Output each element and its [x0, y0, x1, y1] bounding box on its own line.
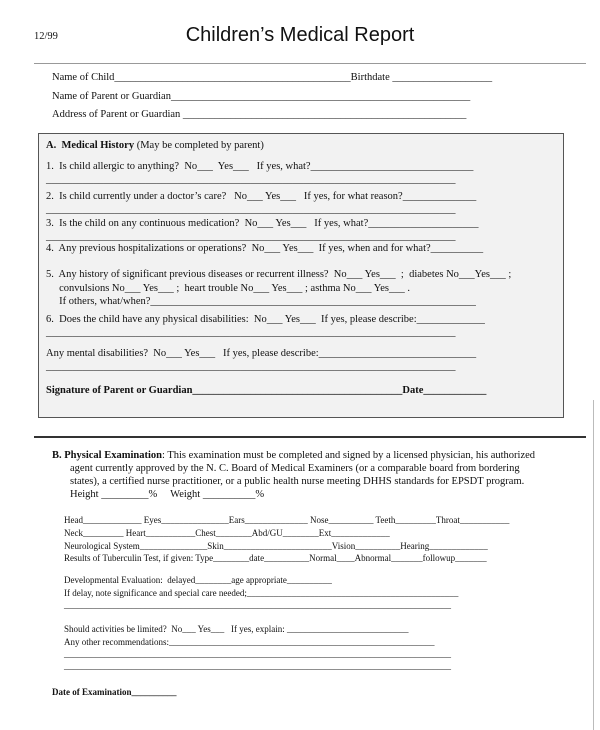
recommendations-line-2[interactable]: ______________________________________________________________________________________	[64, 649, 451, 659]
allergy-continuation-line[interactable]: ______________________________________________________________________________	[46, 174, 456, 185]
recommendations-field[interactable]: Any other recommendations:___________________________________________________________	[64, 637, 435, 647]
allergy-question[interactable]: 1. Is child allergic to anything? No___ Yes___ If yes, what?_______________________________	[46, 161, 474, 172]
doctor-care-question[interactable]: 2. Is child currently under a doctor’s care? No___ Yes___ If yes, for what reason?______________	[46, 191, 477, 202]
exam-date-field[interactable]	[52, 687, 177, 697]
section-b-title: B. Physical Examination	[52, 450, 162, 461]
section-a-title: A. Medical History	[46, 140, 135, 151]
medication-question[interactable]: 3. Is the child on any continuous medication? No___ Yes___ If yes, what?_____________________	[46, 218, 479, 229]
page-edge	[593, 400, 594, 730]
physical-disability-continuation-line[interactable]: ______________________________________________________________________________	[46, 327, 456, 338]
exam-row-neuro[interactable]: Neurological System_______________Skin________________________Vision__________Hearing_____________	[64, 541, 488, 551]
parent-signature-field[interactable]: Signature of Parent or Guardian________________________________________Date____________	[46, 385, 487, 396]
disease-history-conditions[interactable]: convulsions No___ Yes___ ; heart trouble No___ Yes___ ; asthma No___ Yes___ .	[46, 283, 411, 294]
section-divider	[34, 436, 586, 438]
height-weight-field[interactable]: Height _________% Weight __________%	[70, 489, 265, 500]
parent-address-field[interactable]: Address of Parent or Guardian ______________________________________________________	[52, 109, 467, 120]
physical-disability-question[interactable]: 6. Does the child have any physical disabilities: No___ Yes___ If yes, please describe:_____________	[46, 314, 485, 325]
exam-row-head[interactable]: Head_____________ Eyes_______________Ears______________ Nose__________ Teeth_________Throat___________	[64, 515, 510, 525]
section-a-heading	[46, 140, 264, 151]
mental-disability-question[interactable]: Any mental disabilities? No___ Yes___ If yes, please describe:______________________________	[46, 348, 477, 359]
tuberculin-test-row[interactable]: Results of Tuberculin Test, if given: Type________date__________Normal____Abnormal_______followup_______	[64, 553, 487, 563]
page-title: Children’s Medical Report	[185, 24, 415, 46]
disease-history-others[interactable]: If others, what/when?______________________________________________________________	[46, 296, 476, 307]
section-b-heading	[52, 450, 535, 461]
disease-history-question[interactable]: 5. Any history of significant previous diseases or recurrent illness? No___ Yes___ ; diabetes No___Yes___ ;	[46, 269, 512, 280]
title-rule	[34, 63, 586, 64]
medical-history-box	[38, 133, 564, 418]
developmental-evaluation[interactable]: Developmental Evaluation: delayed________age appropriate__________	[64, 575, 332, 585]
hospitalization-question[interactable]: 4. Any previous hospitalizations or operations? No___ Yes___ If yes, when and for what?__________	[46, 243, 484, 254]
doctor-care-continuation-line[interactable]: ______________________________________________________________________________	[46, 204, 456, 215]
section-b-intro-line2: agent currently approved by the N. C. Board of Medical Examiners (or a comparable board from bordering	[70, 463, 520, 474]
exam-date-blank[interactable]: __________	[131, 687, 177, 697]
section-b-intro-line3: states), a certified nurse practitioner, or a public health nurse meeting DHHS standards for EPSDT program.	[70, 476, 525, 487]
parent-name-field[interactable]: Name of Parent or Guardian_________________________________________________________	[52, 91, 471, 102]
section-b-intro: : This examination must be completed and signed by a licensed physician, his authorized	[161, 450, 536, 461]
medication-continuation-line[interactable]: ______________________________________________________________________________	[46, 231, 456, 242]
section-a-note: (May be completed by parent)	[134, 140, 264, 151]
exam-row-neck[interactable]: Neck_________ Heart___________Chest________Abd/GU________Ext_____________	[64, 528, 390, 538]
delay-notes-continuation[interactable]: ______________________________________________________________________________________	[64, 600, 451, 610]
child-name-field[interactable]: Name of Child_____________________________________________Birthdate ___________________	[52, 72, 493, 83]
activity-limitation-question[interactable]: Should activities be limited? No___ Yes___ If yes, explain: ___________________________	[64, 624, 409, 634]
mental-disability-continuation-line[interactable]: ______________________________________________________________________________	[46, 361, 456, 372]
recommendations-line-3[interactable]: ______________________________________________________________________________________	[64, 661, 451, 671]
exam-date-label: Date of Examination	[52, 687, 132, 697]
delay-notes-field[interactable]: If delay, note significance and special care needed;_______________________________________________	[64, 588, 459, 598]
form-date: 12/99	[34, 31, 58, 42]
